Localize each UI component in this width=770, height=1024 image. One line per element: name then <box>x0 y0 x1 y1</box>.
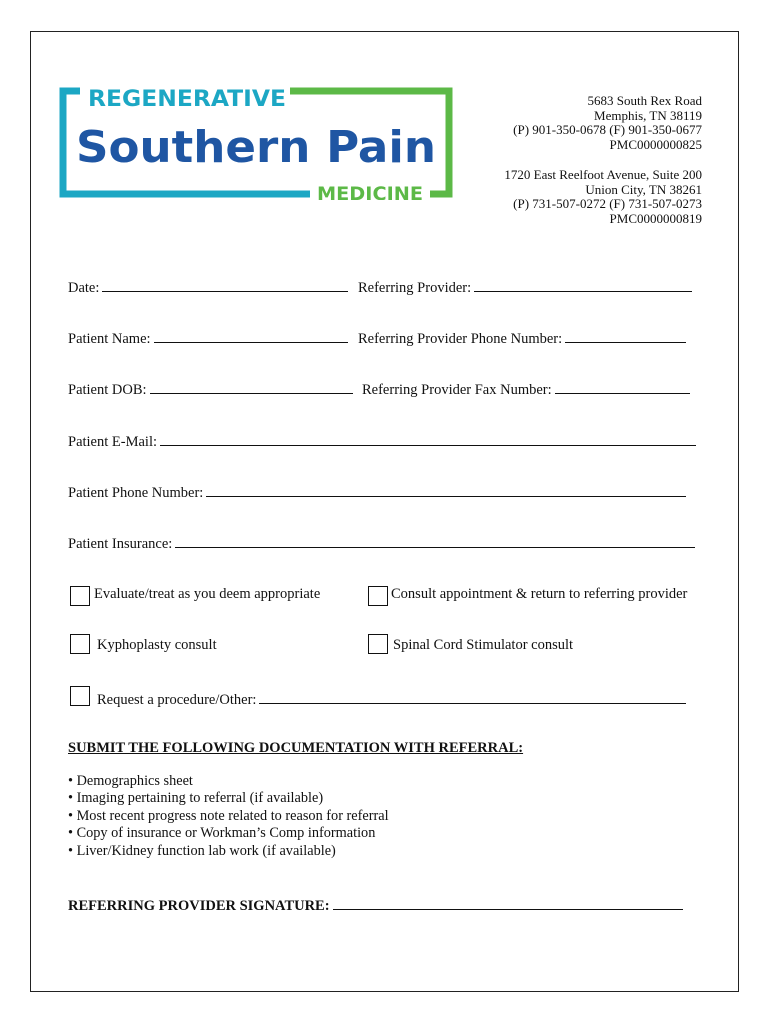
patient-insurance-input-line[interactable] <box>175 533 695 548</box>
request-other-checkbox[interactable] <box>70 686 90 706</box>
referring-fax-label: Referring Provider Fax Number: <box>362 382 552 398</box>
referring-fax-input-line[interactable] <box>555 379 690 394</box>
patient-phone-input-line[interactable] <box>206 482 686 497</box>
address-line: PMC0000000825 <box>609 136 702 152</box>
patient-dob-input-line[interactable] <box>150 379 353 394</box>
signature-label: REFERRING PROVIDER SIGNATURE: <box>68 898 330 914</box>
patient-name-label: Patient Name: <box>68 331 151 347</box>
address-union-city <box>504 168 702 226</box>
list-item: • Liver/Kidney function lab work (if available) <box>68 842 336 859</box>
documentation-heading: SUBMIT THE FOLLOWING DOCUMENTATION WITH REFERRAL: <box>68 740 524 756</box>
company-logo <box>58 82 454 200</box>
address-line: PMC0000000819 <box>609 210 702 226</box>
evaluate-checkbox[interactable] <box>70 586 90 606</box>
referring-phone-label: Referring Provider Phone Number: <box>358 331 563 347</box>
spinal-cord-label: Spinal Cord Stimulator consult <box>393 637 574 653</box>
address-line: (P) 901-350-0678 (F) 901-350-0677 <box>513 122 702 138</box>
request-other-label: Request a procedure/Other: <box>97 692 257 708</box>
kyphoplasty-checkbox[interactable] <box>70 634 90 654</box>
patient-name-field <box>68 328 348 348</box>
logo-text-southern-pain: Southern Pain <box>76 122 436 173</box>
consult-return-label: Consult appointment & return to referring provider <box>391 586 688 602</box>
address-line: 5683 South Rex Road <box>587 93 702 108</box>
address-memphis <box>513 94 702 152</box>
referring-fax-field <box>362 379 690 399</box>
signature-input-line[interactable] <box>333 895 683 910</box>
request-other-input-line[interactable] <box>259 689 686 704</box>
address-line: (P) 731-507-0272 (F) 731-507-0273 <box>513 196 702 212</box>
logo-graphic <box>58 82 454 200</box>
referring-provider-label: Referring Provider: <box>358 280 472 296</box>
patient-email-field <box>68 431 696 451</box>
patient-email-label: Patient E-Mail: <box>68 434 157 450</box>
patient-email-input-line[interactable] <box>160 431 696 446</box>
spinal-cord-checkbox[interactable] <box>368 634 388 654</box>
referring-provider-input-line[interactable] <box>474 277 692 292</box>
kyphoplasty-label: Kyphoplasty consult <box>97 637 217 653</box>
logo-text-regenerative: REGENERATIVE <box>88 87 286 112</box>
list-item: • Demographics sheet <box>68 773 193 789</box>
referring-provider-field <box>358 277 692 297</box>
patient-dob-field <box>68 379 353 399</box>
request-other-field <box>97 689 686 709</box>
list-item: • Copy of insurance or Workman’s Comp information <box>68 825 376 842</box>
address-line: Memphis, TN 38119 <box>594 107 702 123</box>
address-line: Union City, TN 38261 <box>585 181 702 197</box>
documentation-list <box>68 773 389 860</box>
signature-field <box>68 895 683 915</box>
date-field <box>68 277 348 297</box>
list-item: • Most recent progress note related to reason for referral <box>68 807 389 824</box>
date-input-line[interactable] <box>102 277 348 292</box>
referring-phone-input-line[interactable] <box>565 328 686 343</box>
patient-dob-label: Patient DOB: <box>68 382 147 398</box>
patient-phone-field <box>68 482 686 502</box>
date-label: Date: <box>68 280 100 296</box>
patient-insurance-field <box>68 533 695 553</box>
address-line: 1720 East Reelfoot Avenue, Suite 200 <box>504 167 702 182</box>
evaluate-label: Evaluate/treat as you deem appropriate <box>94 586 321 602</box>
logo-text-medicine: MEDICINE <box>317 183 423 200</box>
list-item: • Imaging pertaining to referral (if available) <box>68 790 324 807</box>
patient-phone-label: Patient Phone Number: <box>68 485 204 501</box>
patient-insurance-label: Patient Insurance: <box>68 536 173 552</box>
patient-name-input-line[interactable] <box>154 328 348 343</box>
referring-phone-field <box>358 328 686 348</box>
consult-return-checkbox[interactable] <box>368 586 388 606</box>
